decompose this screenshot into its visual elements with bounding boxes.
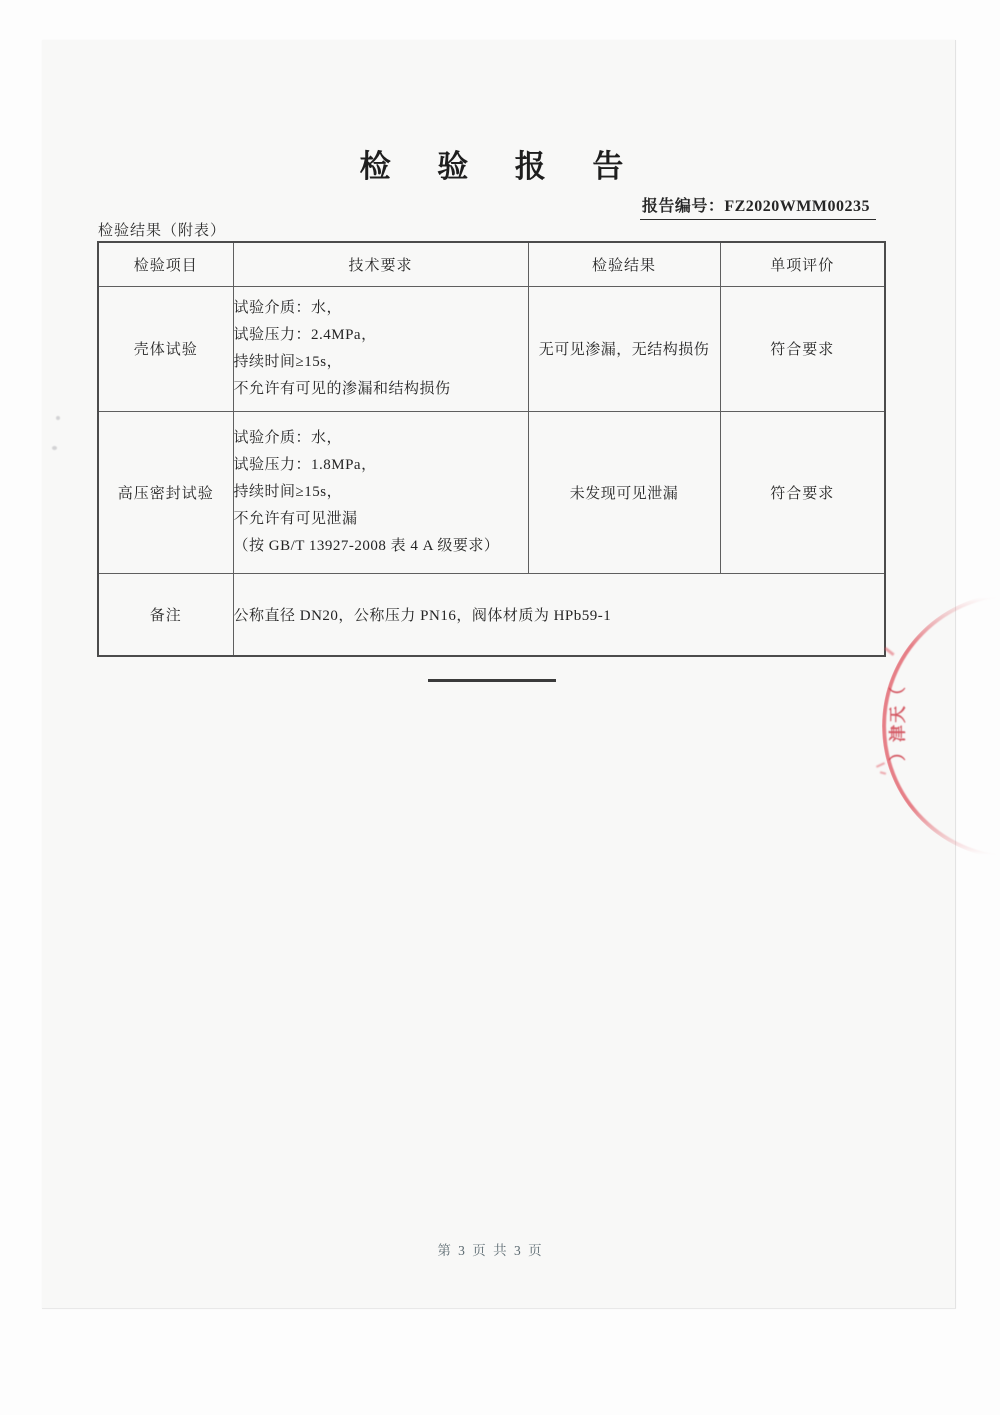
table-header-row <box>98 242 885 286</box>
header-technical-requirements: 技术要求 <box>233 242 528 286</box>
requirement-line: 不允许有可见的渗漏和结构损伤 <box>233 380 451 397</box>
requirement-line: 试验压力：2.4MPa， <box>233 326 377 343</box>
inspection-results-table <box>97 241 886 657</box>
report-title: 检 验 报 告 <box>359 149 638 184</box>
stamp-char: （ <box>888 687 908 704</box>
report-end-divider <box>428 679 556 682</box>
requirements-cell <box>233 286 528 411</box>
attachment-note: 检验结果（附表） <box>98 223 227 239</box>
scan-speck <box>52 446 57 450</box>
requirement-line: 试验介质：水， <box>233 429 343 446</box>
result-cell: 无可见渗漏，无结构损伤 <box>528 286 720 411</box>
requirement-line: 持续时间≥15s， <box>233 483 343 500</box>
stamp-char: 天 <box>888 706 908 723</box>
report-number-label: 报告编号： <box>641 198 725 215</box>
requirements-cell <box>233 411 528 573</box>
header-inspection-result: 检验结果 <box>528 242 720 286</box>
requirement-line: （按 GB/T 13927-2008 表 4 A 级要求） <box>233 537 500 554</box>
requirement-line: 不允许有可见泄漏 <box>233 510 358 527</box>
item-name: 高压密封试验 <box>98 411 233 573</box>
table-row-high-pressure-seal-test <box>98 411 885 573</box>
report-number-value: FZ2020WMM00235 <box>724 198 870 215</box>
report-page <box>42 40 956 1309</box>
red-seal-stamp-text <box>884 686 912 762</box>
remark-text: 公称直径 DN20，公称压力 PN16，阀体材质为 HPb59-1 <box>233 573 885 656</box>
evaluation-cell: 符合要求 <box>720 411 885 573</box>
stamp-char: 津 <box>888 725 908 742</box>
evaluation-cell: 符合要求 <box>720 286 885 411</box>
header-item-evaluation: 单项评价 <box>720 242 885 286</box>
requirement-line: 持续时间≥15s， <box>233 353 343 370</box>
result-cell: 未发现可见泄漏 <box>528 411 720 573</box>
stamp-char: ） <box>888 744 908 761</box>
page-number: 第 3 页 共 3 页 <box>437 1243 544 1258</box>
requirement-line: 试验压力：1.8MPa， <box>233 456 377 473</box>
table-row-shell-test <box>98 286 885 411</box>
item-name: 壳体试验 <box>98 286 233 411</box>
scan-speck <box>56 416 60 420</box>
table-row-remark <box>98 573 885 656</box>
remark-label: 备注 <box>98 573 233 656</box>
report-number <box>640 193 876 220</box>
requirement-line: 试验介质：水， <box>233 299 343 316</box>
header-inspection-item: 检验项目 <box>98 242 233 286</box>
